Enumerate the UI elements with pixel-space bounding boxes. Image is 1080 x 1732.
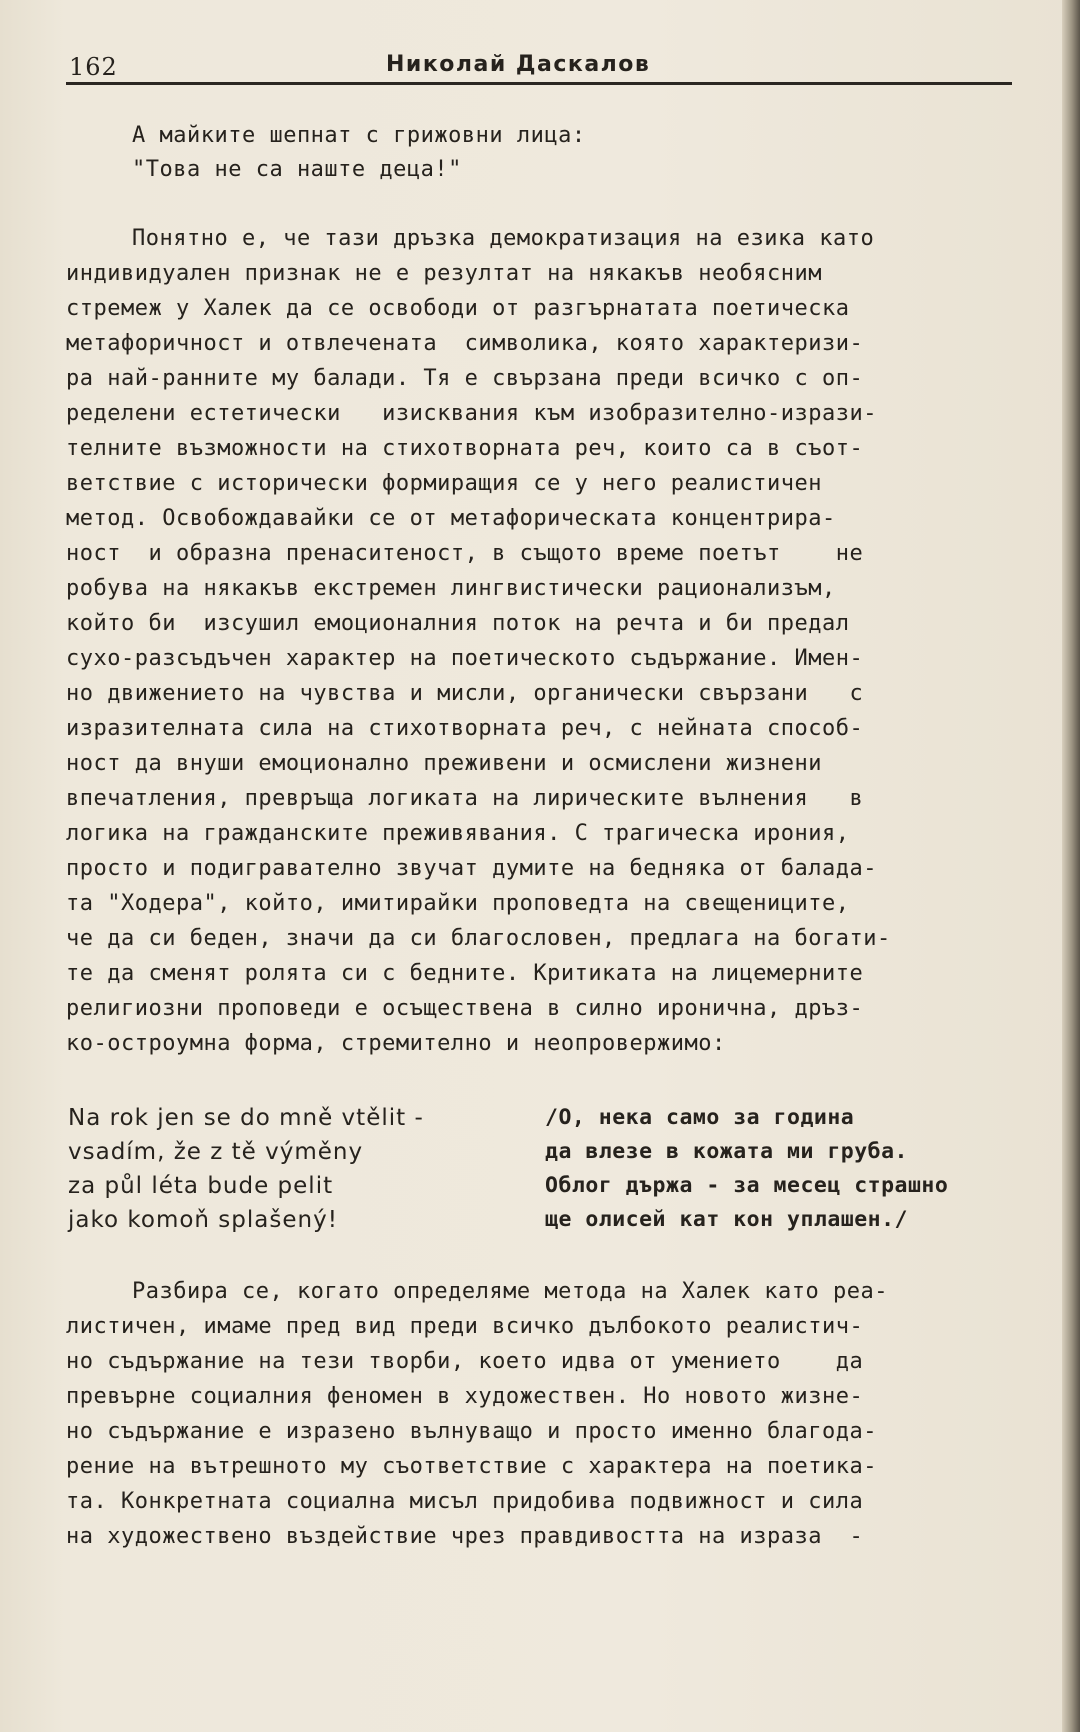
translation-verse-line: /О, нека само за година: [545, 1105, 855, 1130]
paragraph-line: те да сменят ролята си с бедните. Критиката на лицемерните: [66, 961, 864, 986]
paragraph-line: ра най-ранните му балади. Тя е свързана преди всичко с оп-: [66, 366, 864, 391]
paragraph-line: че да си беден, значи да си благословен, предлага на богати-: [66, 926, 891, 951]
czech-verse-line: Na rok jen se do mně vtělit -: [68, 1105, 424, 1131]
paragraph-line: та. Конкретната социална мисъл придобива подвижност и сила: [66, 1489, 864, 1514]
paragraph-line: ност да внуши емоционално преживени и осмислени жизнени: [66, 751, 822, 776]
epigraph-line: А майките шепнат с грижовни лица:: [132, 123, 586, 148]
paragraph-line: но движението на чувства и мисли, органически свързани с: [66, 681, 864, 706]
translation-verse-line: Облог държа - за месец страшно: [545, 1173, 949, 1198]
paragraph-line: на художествено въздействие чрез правдивостта на израза -: [66, 1524, 864, 1549]
paragraph-line: който би изсушил емоционалния поток на речта и би предал: [66, 611, 850, 636]
paragraph-line: Разбира се, когато определяме метода на Халек като реа-: [132, 1279, 888, 1304]
paragraph-line: метафоричност и отвлечената символика, която характеризи-: [66, 331, 864, 356]
epigraph-line: "Това не са наште деца!": [132, 157, 462, 182]
paragraph-line: ветствие с исторически формиращия се у него реалистичен: [66, 471, 822, 496]
paragraph-line: стремеж у Халек да се освободи от разгърнатата поетическа: [66, 296, 850, 321]
paragraph-line: превърне социалния феномен в художествен. Но новото жизне-: [66, 1384, 864, 1409]
paragraph-line: листичен, имаме пред вид преди всичко дълбокото реалистич-: [66, 1314, 864, 1339]
paragraph-line: религиозни проповеди е осъществена в силно иронична, дръз-: [66, 996, 864, 1021]
czech-verse-line: vsadím, že z tě výměny: [68, 1139, 364, 1165]
running-head-author: Николай Даскалов: [386, 52, 651, 77]
page-number: 162: [69, 53, 118, 81]
czech-verse-line: jako komoň splašený!: [68, 1207, 338, 1233]
paragraph-line: логика на гражданските преживявания. С трагическа ирония,: [66, 821, 850, 846]
paragraph-line: та "Ходера", който, имитирайки проповедта на свещениците,: [66, 891, 850, 916]
paragraph-line: индивидуален признак не е резултат на някакъв необясним: [66, 261, 822, 286]
paragraph-line: ко-остроумна форма, стремително и неопровержимо:: [66, 1031, 726, 1056]
paragraph-line: Понятно е, че тази дръзка демократизация на езика като: [132, 226, 875, 251]
paragraph-line: рение на вътрешното му съответствие с характера на поетика-: [66, 1454, 877, 1479]
paragraph-line: сухо-разсъдъчен характер на поетическото съдържание. Имен-: [66, 646, 864, 671]
paragraph-line: ределени естетически изисквания към изобразително-изрази-: [66, 401, 877, 426]
paragraph-line: но съдържание на тези творби, което идва от умението да: [66, 1349, 864, 1374]
paragraph-line: изразителната сила на стихотворната реч, с нейната способ-: [66, 716, 864, 741]
paragraph-line: просто и подигравателно звучат думите на бедняка от балада-: [66, 856, 877, 881]
paragraph-line: впечатления, превръща логиката на лирическите вълнения в: [66, 786, 864, 811]
paragraph-line: ност и образна пренаситеност, в същото време поетът не: [66, 541, 864, 566]
czech-verse-line: za půl léta bude pelit: [68, 1173, 334, 1199]
page-header: [66, 50, 1012, 85]
paragraph-line: метод. Освобождавайки се от метафорическата концентрира-: [66, 506, 836, 531]
book-spine-shadow: [1062, 0, 1080, 1732]
paragraph-line: но съдържание е изразено вълнуващо и просто именно благода-: [66, 1419, 877, 1444]
paragraph-line: телните възможности на стихотворната реч, които са в съот-: [66, 436, 864, 461]
paragraph-line: робува на някакъв екстремен лингвистически рационализъм,: [66, 576, 836, 601]
translation-verse-line: ще олисей кат кон уплашен./: [545, 1207, 908, 1232]
translation-verse-line: да влезе в кожата ми груба.: [545, 1139, 908, 1164]
